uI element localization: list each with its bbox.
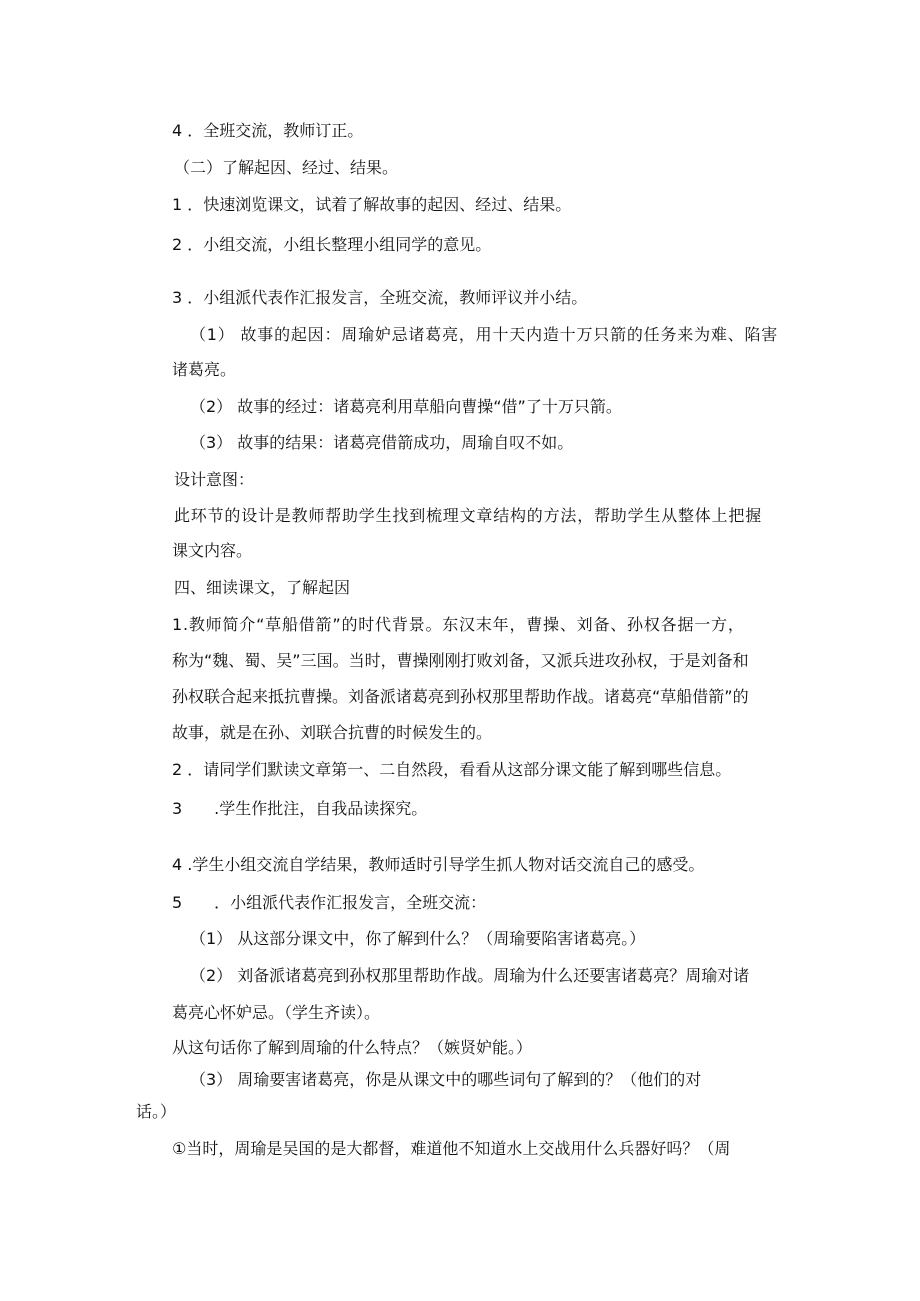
- design-intent-line-2: 课文内容。: [172, 541, 253, 560]
- reading-step-5-line: 5 ．小组派代表作汇报发言，全班交流：: [172, 893, 487, 912]
- design-intent-line-1: 此环节的设计是教师帮助学生找到梳理文章结构的方法，帮助学生从整体上把握: [174, 506, 763, 525]
- design-intent-label: 设计意图：: [174, 470, 255, 489]
- step-1-line: 1 ．快速浏览课文，试着了解故事的起因、经过、结果。: [172, 195, 572, 214]
- question-2-line-2: 葛亮心怀妒忌。（学生齐读）。: [172, 1003, 381, 1022]
- question-3-line-1: （3） 周瑜要害诸葛亮，你是从课文中的哪些词句了解到的？（他们的对: [190, 1070, 702, 1089]
- background-line-3: 孙权联合起来抵抗曹操。刘备派诸葛亮到孙权那里帮助作战。诸葛亮“草船借箭”的: [172, 687, 749, 706]
- trait-question-line: 从这句话你了解到周瑜的什么特点？（嫉贤妒能。）: [172, 1038, 533, 1057]
- step-4-line: 4 ．全班交流，教师订正。: [172, 121, 364, 140]
- item-circled-1-line: ①当时，周瑜是吴国的是大都督，难道他不知道水上交战用什么兵器好吗？（周: [172, 1139, 731, 1158]
- reading-step-4-line: 4 .学生小组交流自学结果，教师适时引导学生抓人物对话交流自己的感受。: [172, 855, 705, 874]
- reading-step-3-line: 3 .学生作批注，自我品读探究。: [172, 799, 428, 818]
- section-heading-4: 四、细读课文，了解起因: [174, 578, 351, 597]
- question-1-line: （1） 从这部分课文中，你了解到什么？（周瑜要陷害诸葛亮。）: [190, 929, 646, 948]
- cause-line-1: （1） 故事的起因：周瑜妒忌诸葛亮，用十天内造十万只箭的任务来为难、陷害: [190, 325, 779, 344]
- background-line-4: 故事，就是在孙、刘联合抗曹的时候发生的。: [172, 723, 493, 742]
- question-3-line-2: 话。）: [136, 1102, 177, 1121]
- section-heading-2: （二）了解起因、经过、结果。: [174, 158, 399, 177]
- step-2-line: 2 ．小组交流，小组长整理小组同学的意见。: [172, 235, 492, 254]
- process-line: （2） 故事的经过：诸葛亮利用草船向曹操“借”了十万只箭。: [190, 397, 622, 416]
- question-2-line-1: （2） 刘备派诸葛亮到孙权那里帮助作战。周瑜为什么还要害诸葛亮？周瑜对诸: [190, 966, 750, 985]
- cause-line-2: 诸葛亮。: [172, 360, 237, 379]
- result-line: （3） 故事的结果：诸葛亮借箭成功，周瑜自叹不如。: [190, 433, 574, 452]
- reading-step-2-line: 2 ．请同学们默读文章第一、二自然段，看看从这部分课文能了解到哪些信息。: [172, 760, 732, 779]
- step-3-line: 3 ．小组派代表作汇报发言，全班交流，教师评议并小结。: [172, 288, 588, 307]
- background-line-1: 1.教师简介“草船借箭”的时代背景。东汉末年，曹操、刘备、孙权各据一方，: [172, 615, 745, 634]
- background-line-2: 称为“魏、蜀、吴”三国。当时，曹操刚刚打败刘备，又派兵进攻孙权，于是刘备和: [172, 651, 749, 670]
